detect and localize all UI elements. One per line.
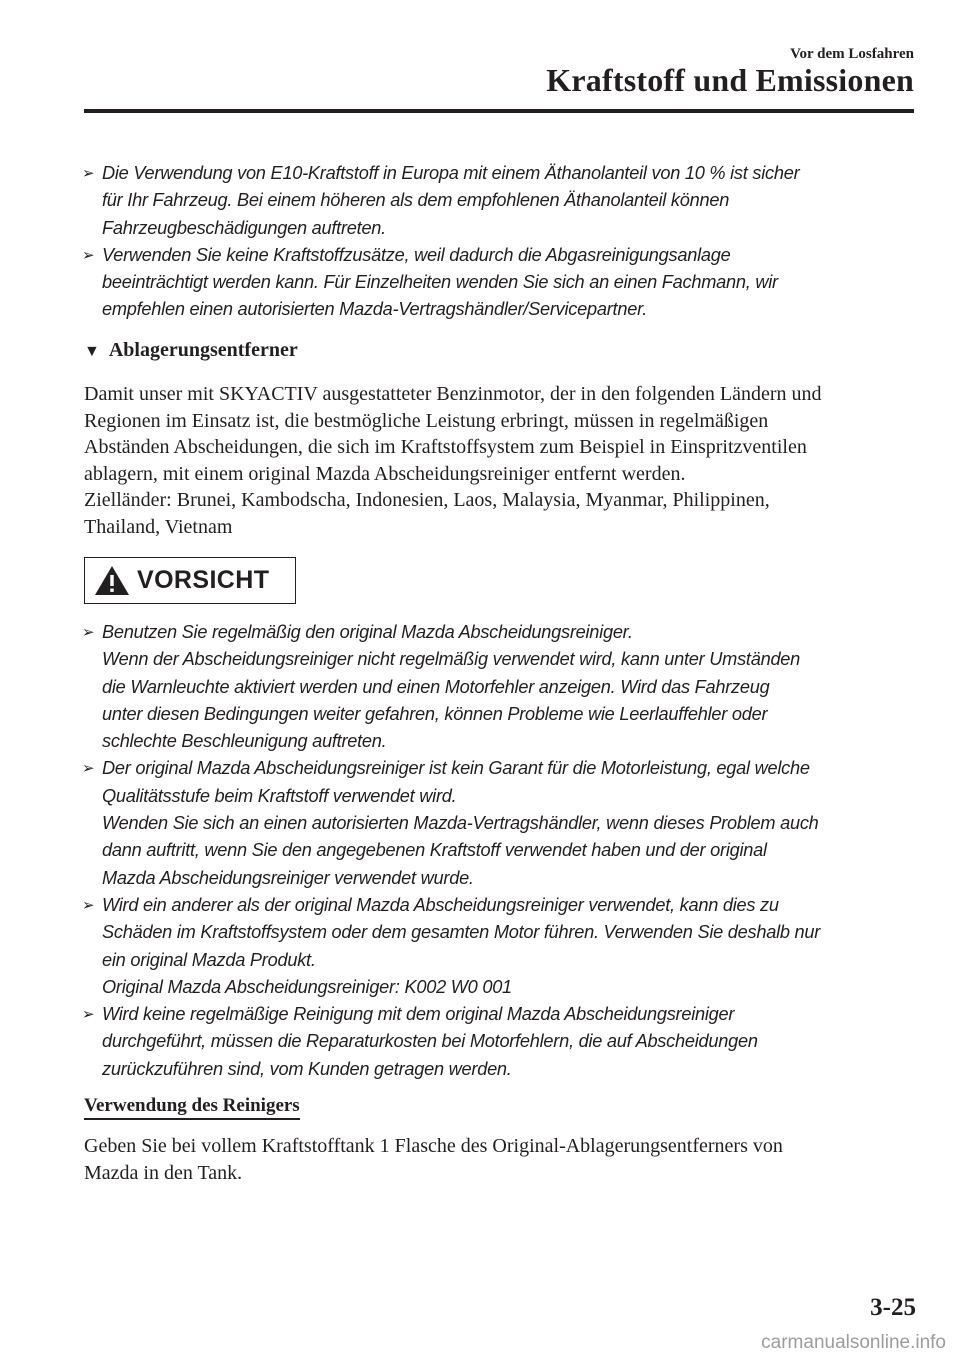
bullet-line: beeinträchtigt werden kann. Für Einzelheiten wenden Sie sich an einen Fachmann, wir <box>102 272 778 293</box>
bullet-line: Original Mazda Abscheidungsreiniger: K002 W0 001 <box>102 976 512 997</box>
paragraph-line: Damit unser mit SKYACTIV ausgestatteter Benzinmotor, der in den folgenden Ländern und <box>84 383 822 405</box>
caution-bullet-list <box>82 619 918 1083</box>
bullet-item <box>82 892 918 1001</box>
paragraph-line: Mazda in den Tank. <box>84 1161 243 1184</box>
caution-box <box>84 557 296 604</box>
bullet-line: Verwenden Sie keine Kraftstoffzusätze, weil dadurch die Abgasreinigungsanlage <box>102 244 731 265</box>
bullet-item <box>82 1001 918 1083</box>
usage-heading: Verwendung des Reinigers <box>84 1095 300 1120</box>
arrow-right-icon: ➢ <box>82 246 95 264</box>
bullet-line: Mazda Abscheidungsreiniger verwendet wurde. <box>102 867 474 888</box>
bullet-line: Der original Mazda Abscheidungsreiniger ist kein Garant für die Motorleistung, egal welche <box>102 758 810 779</box>
paragraph-line: Regionen im Einsatz ist, die bestmögliche Leistung erbringt, müssen in regelmäßigen <box>84 409 769 432</box>
arrow-right-icon: ➢ <box>82 624 95 641</box>
section-heading <box>84 339 298 362</box>
bullet-line: Qualitätsstufe beim Kraftstoff verwendet wird. <box>102 785 457 806</box>
paragraph-line: Abständen Abscheidungen, die sich im Kraftstoffsystem zum Beispiel in Einspritzventilen <box>84 436 807 458</box>
bullet-line: schlechte Beschleunigung auftreten. <box>102 731 387 752</box>
chapter-label: Vor dem Losfahren <box>790 46 914 62</box>
bullet-line: empfehlen einen autorisierten Mazda-Vertragshändler/Servicepartner. <box>102 299 648 320</box>
section-heading-text: Ablagerungsentferner <box>108 339 298 361</box>
caution-label: VORSICHT <box>137 566 270 594</box>
bullet-line: Schäden im Kraftstoffsystem oder dem gesamten Motor führen. Verwenden Sie deshalb nur <box>102 922 821 943</box>
bullet-line: Wenn der Abscheidungsreiniger nicht regelmäßig verwendet wird, kann unter Umständen <box>102 649 801 670</box>
bullet-line: zurückzuführen sind, vom Kunden getragen werden. <box>102 1058 512 1079</box>
usage-paragraph <box>84 1133 920 1186</box>
page-title: Kraftstoff und Emissionen <box>546 62 914 98</box>
bullet-line: dann auftritt, wenn Sie den angegebenen Kraftstoff verwendet haben und der original <box>102 840 767 861</box>
watermark: carmanualsonline.info <box>761 1332 946 1353</box>
bullet-line: Benutzen Sie regelmäßig den original Mazda Abscheidungsreiniger. <box>102 622 633 642</box>
page-number: 3-25 <box>870 1294 916 1321</box>
section-paragraph <box>84 381 920 540</box>
paragraph-line: Thailand, Vietnam <box>84 515 233 538</box>
warning-icon <box>93 564 131 597</box>
bullet-line: für Ihr Fahrzeug. Bei einem höheren als dem empfohlenen Äthanolanteil können <box>102 190 730 211</box>
bullet-item <box>82 619 918 755</box>
header-divider <box>84 109 914 113</box>
bullet-line: Wird keine regelmäßige Reinigung mit dem original Mazda Abscheidungsreiniger <box>102 1004 735 1025</box>
bullet-line: die Warnleuchte aktiviert werden und einen Motorfehler anzeigen. Wird das Fahrzeug <box>102 676 770 697</box>
paragraph-line: ablagern, mit einem original Mazda Abscheidungsreiniger entfernt werden. <box>84 462 686 485</box>
arrow-right-icon: ➢ <box>82 1006 95 1024</box>
paragraph-line: Zielländer: Brunei, Kambodscha, Indonesien, Laos, Malaysia, Myanmar, Philippinen, <box>84 489 770 511</box>
bullet-item <box>82 755 918 891</box>
bullet-line: Die Verwendung von E10-Kraftstoff in Europa mit einem Äthanolanteil von 10 % ist sicher <box>102 163 800 183</box>
bullet-item <box>82 242 918 324</box>
bullet-line: Wird ein anderer als der original Mazda Abscheidungsreiniger verwendet, kann dies zu <box>102 894 779 915</box>
paragraph-line: Geben Sie bei vollem Kraftstofftank 1 Flasche des Original-Ablagerungsentferners von <box>84 1135 783 1157</box>
bullet-line: ein original Mazda Produkt. <box>102 949 316 970</box>
arrow-right-icon: ➢ <box>82 896 95 914</box>
top-bullet-list <box>82 160 918 324</box>
bullet-line: Wenden Sie sich an einen autorisierten Mazda-Vertragshändler, wenn dieses Problem auch <box>102 813 819 834</box>
arrow-right-icon: ➢ <box>82 165 95 182</box>
bullet-line: unter diesen Bedingungen weiter gefahren, können Probleme wie Leerlauffehler oder <box>102 703 768 724</box>
bullet-line: durchgeführt, müssen die Reparaturkosten bei Motorfehlern, die auf Abscheidungen <box>102 1031 758 1052</box>
arrow-right-icon: ➢ <box>82 760 95 778</box>
triangle-down-icon: ▼ <box>84 342 100 360</box>
bullet-line: Fahrzeugbeschädigungen auftreten. <box>102 217 386 238</box>
bullet-item <box>82 160 918 242</box>
